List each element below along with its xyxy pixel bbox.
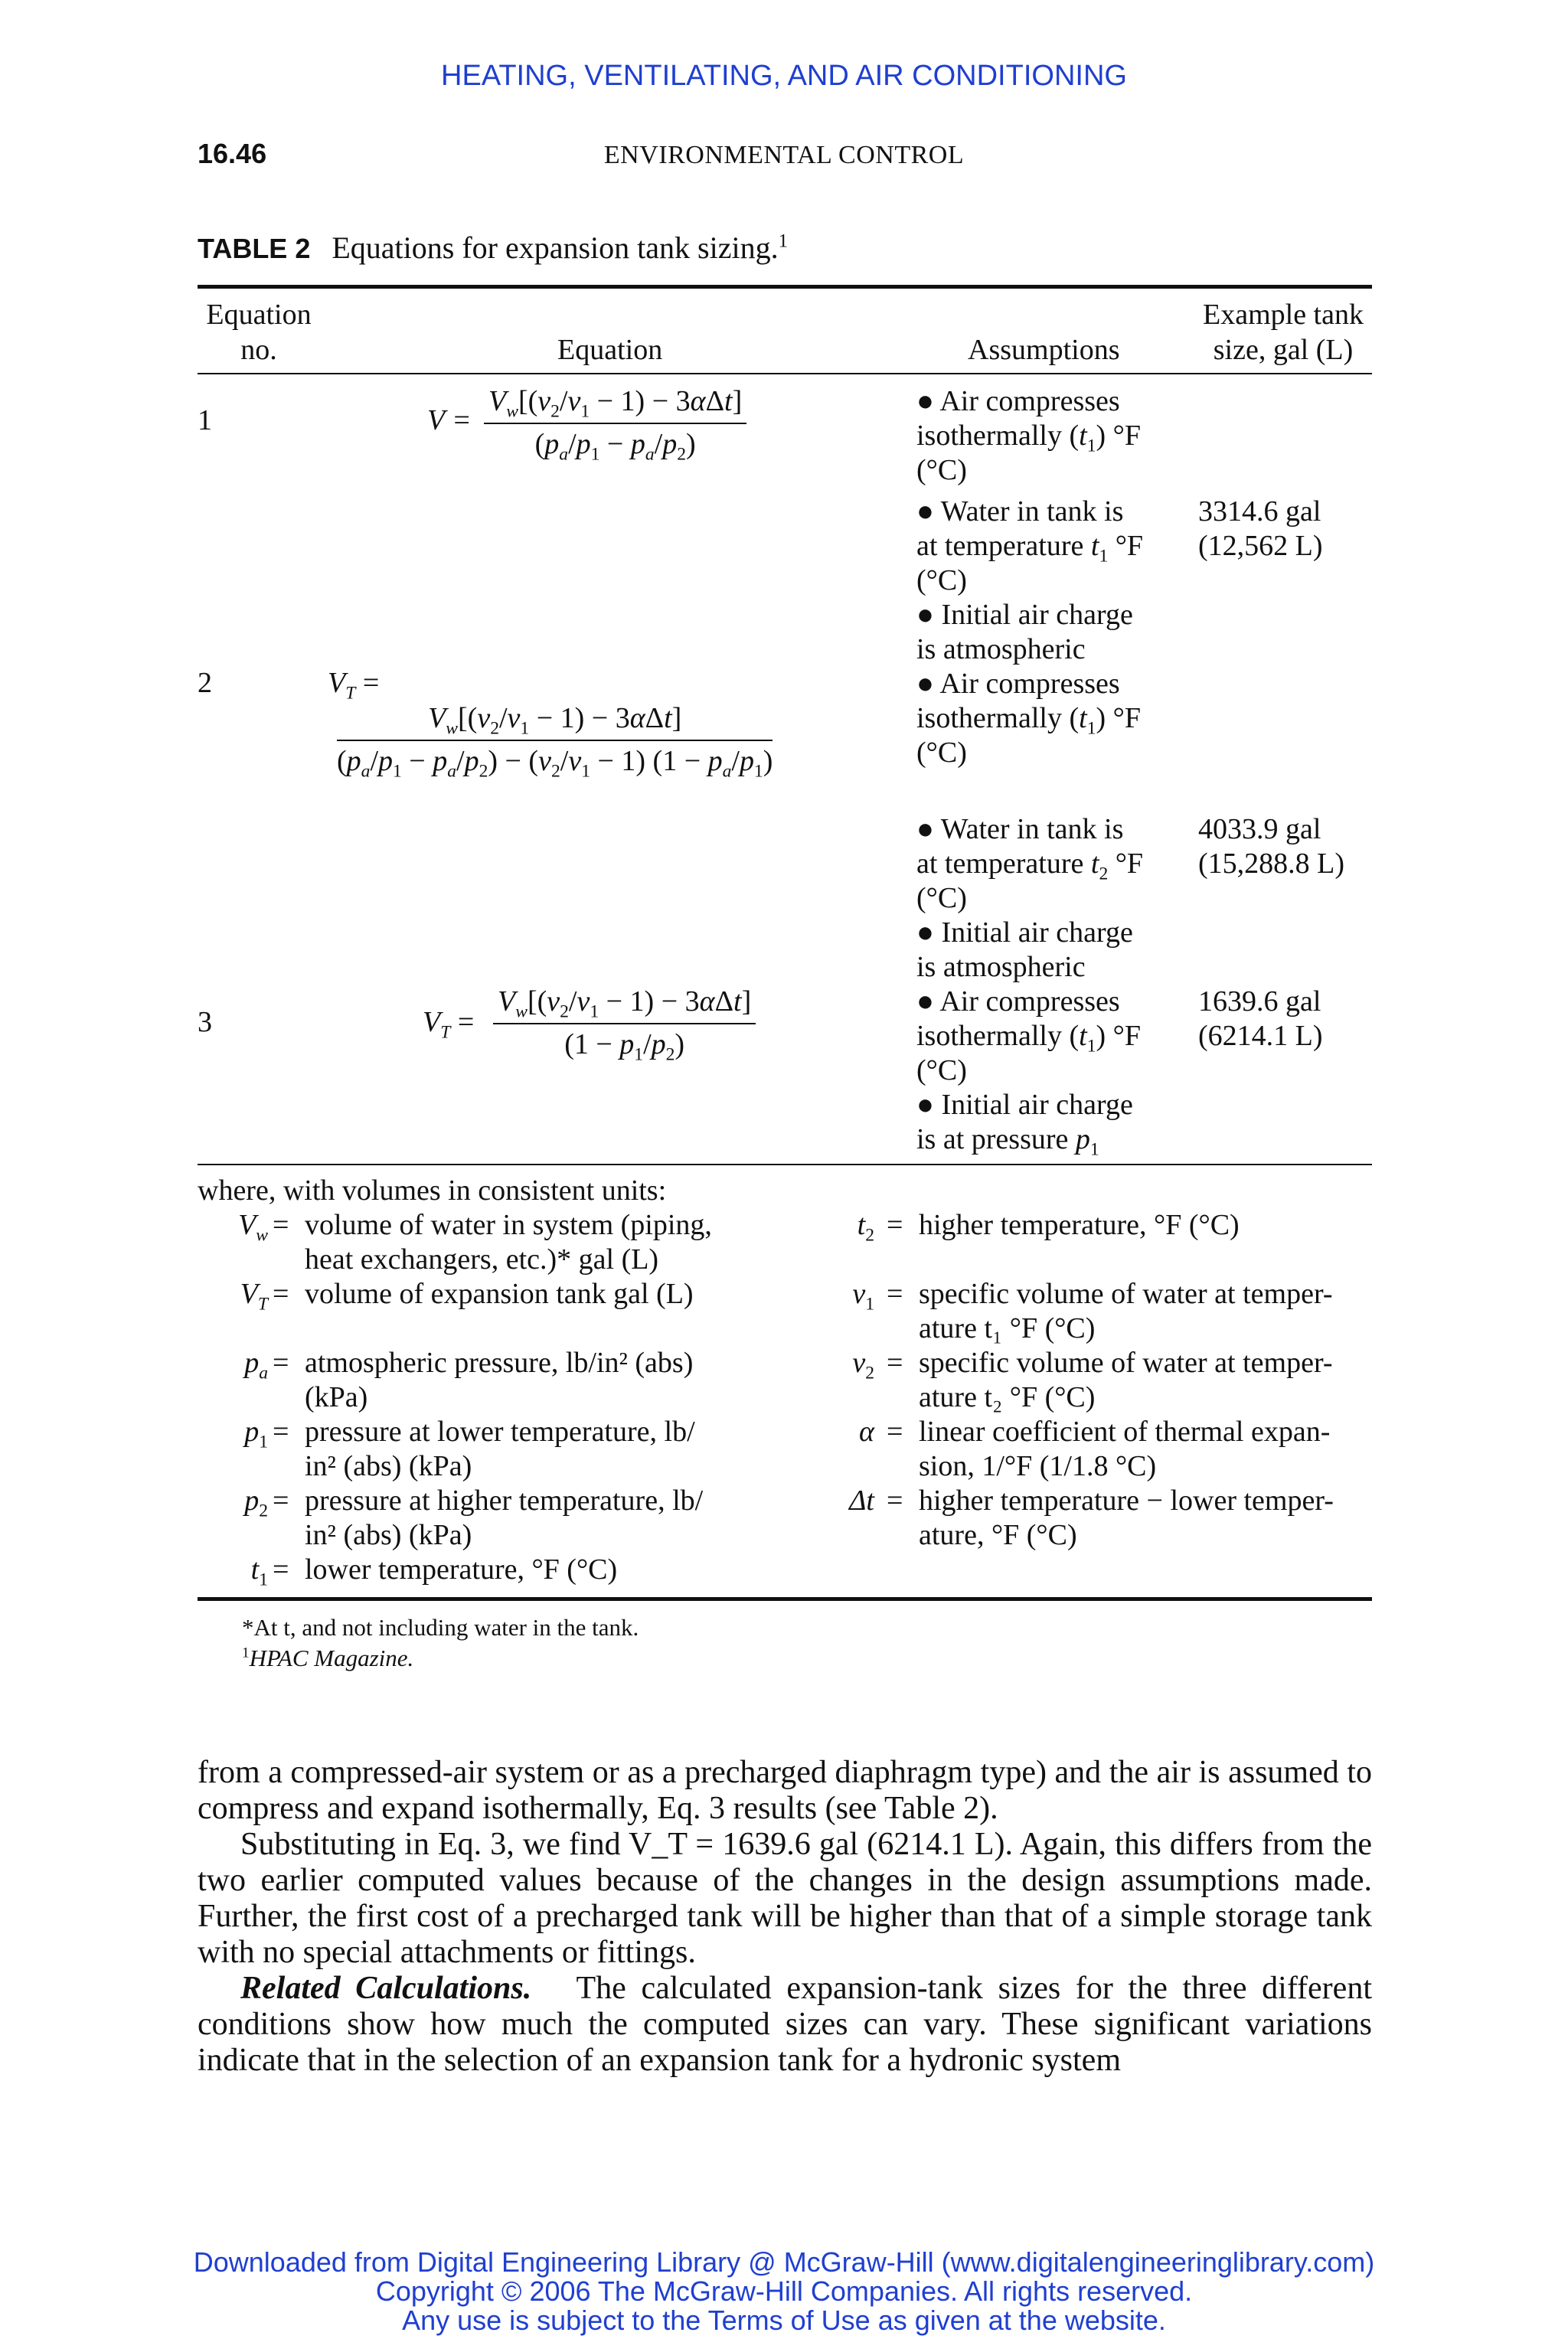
header-assumptions: Assumptions [968,334,1120,366]
row2-example-size [1198,812,1344,881]
row3-eq-no: 3 [198,1006,212,1038]
header-eq-no-line2: no. [240,334,277,366]
row2-eq-no: 2 [198,667,212,699]
def-vt-sym: V [240,1278,258,1310]
row2-size-gal: 4033.9 gal [1198,813,1321,845]
download-line-3: Any use is subject to the Terms of Use as given at the website. [402,2305,1166,2336]
def-v1-sub: 1 [865,1294,874,1315]
footnote-source [242,1643,413,1674]
page-number: 16.46 [198,138,267,169]
def-p2-text2: in² (abs) (kPa) [305,1519,472,1551]
table-top-rule [198,285,1372,289]
def-v2-text2: ature t₂ °F (°C) [919,1381,1096,1413]
def-t1-sym: t [250,1553,260,1586]
body-paragraph-2: Substituting in Eq. 3, we find V_T = 1639.6 gal (6214.1 L). Again, this differs from the two earlier computed values because of the changes in the design assumptions made. Further, the first cost of a precharged tank will be higher than that of a simple storage tank with no special attachments or fittings. [198,1827,1372,1970]
header-size-line1: Example tank [1203,299,1364,331]
row1-denominator: $(p_a/p_1 - p_a/p_2)$ [534,428,696,465]
def-p1-text: pressure at lower temperature, lb/ [305,1416,695,1448]
row2-lhs-sub: T [345,683,356,704]
row1-lhs: V = [427,404,472,436]
def-vw-text: volume of water in system (piping, [305,1209,712,1241]
def-alpha-text2: sion, 1/°F (1/1.8 °C) [919,1450,1157,1482]
row3-fraction [493,985,756,1065]
def-vt-text: volume of expansion tank gal (L) [305,1278,694,1310]
def-v2-sym: v [852,1347,866,1379]
row1-size-gal: 3314.6 gal [1198,495,1321,528]
def-t1-text: lower temperature, °F (°C) [305,1553,618,1586]
def-p2-sub: 2 [259,1501,268,1521]
row2-fraction [337,701,773,782]
assumption-2: ● Water in tank is at temperature $t_1$ °F (°C) [916,495,1144,596]
def-p2-text: pressure at higher temperature, lb/ [305,1485,704,1517]
table-caption [198,230,788,266]
def-p1-sym: p [244,1416,260,1448]
def-pa-sym: p [244,1347,260,1379]
running-head: ENVIRONMENTAL CONTROL [603,141,965,169]
row3-size-l: (6214.1 L) [1198,1020,1323,1052]
footnote-asterisk: *At t, and not including water in the tank. [242,1614,639,1641]
table-label: TABLE 2 [198,233,311,264]
def-p1-text2: in² (abs) (kPa) [305,1450,472,1482]
row3-example-size [1198,985,1323,1054]
table-bottom-rule [198,1597,1372,1601]
assumption-6: ● Initial air charge is atmospheric [916,916,1133,983]
definitions-right: $t_2$ = higher temperature, °F (°C) $v_1$ = specific volume of water at temper- ature t₁ °F (°C) $v_2$ = specific volume of water at temper- ature t₂ °F (°C) α = linear coefficient of thermal expan- sion, 1/°F (1/1.8 °C) Δt = higher temperature − lower temper- ature, °F (°C) [849,1209,1334,1551]
def-p1-sub: 1 [259,1432,268,1452]
row2-numerator: $V_w[(v_2/v_1 - 1) - 3\alpha\Delta t]$ [337,701,773,741]
def-t2-text: higher temperature, °F (°C) [919,1209,1240,1241]
def-p2-sym: p [244,1485,260,1517]
def-vt-sub: T [257,1294,268,1315]
header-size-line2: size, gal (L) [1213,334,1354,366]
caption-footnote-mark: 1 [778,230,788,252]
def-pa-text2: (kPa) [305,1381,368,1413]
def-dt-text: higher temperature − lower temper- [919,1485,1334,1517]
header-eq-no [198,297,320,368]
table-caption-text: Equations for expansion tank sizing. [332,230,779,265]
related-calculations-heading: Related Calculations. [240,1971,532,2006]
row2-size-l: (15,288.8 L) [1198,848,1345,880]
def-alpha-sym: α [859,1416,874,1448]
row3-lhs-sym: V [423,1006,441,1038]
download-line-1: Downloaded from Digital Engineering Library @ McGraw-Hill (www.digitalengineeringlibrary.com) [193,2246,1375,2278]
row1-fraction [484,384,746,465]
def-t2-sub: 2 [865,1225,874,1246]
def-v1-text2: ature t₁ °F (°C) [919,1312,1096,1344]
def-v1-text: specific volume of water at temper- [919,1278,1333,1310]
row1-numerator: $V_w[(v_2/v_1 - 1) - 3\alpha\Delta t]$ [484,384,746,424]
assumption-3: ● Initial air charge is atmospheric [916,599,1133,665]
def-t2-sym: t [857,1209,866,1241]
body-paragraph-1: from a compressed-air system or as a precharged diaphragm type) and the air is assumed to compress and expand isothermally, Eq. 3 results (see Table 2). [198,1755,1372,1826]
def-vw-sym: V [238,1209,256,1241]
def-t1-sub: 1 [259,1570,268,1590]
assumption-8: ● Initial air charge is at pressure $p_1$ [916,1089,1133,1160]
assumption-7: ● Air compresses isothermally $(t_1)$ °F (°C) [916,985,1141,1086]
row3-lhs: $V_T$ = [423,1006,475,1043]
header-equation: Equation [557,334,663,366]
header-eq-no-line1: Equation [206,299,312,331]
row2-denominator: $(p_a/p_1 - p_a/p_2) - (v_2/v_1 - 1) (1 - p_a/p_1)$ [337,745,773,782]
row3-numerator: $V_w[(v_2/v_1 - 1) - 3\alpha\Delta t]$ [493,985,756,1024]
row1-example-size [1198,495,1323,564]
def-v2-sub: 2 [865,1363,874,1383]
def-v2-text: specific volume of water at temper- [919,1347,1333,1379]
assumption-1: ● Air compresses isothermally $(t_1)$ °F (°C) [916,385,1141,486]
def-vw-sub: w [256,1225,268,1246]
table-body-rule [198,1164,1372,1165]
row3-lhs-sub: T [440,1022,451,1043]
row1-eq-no: 1 [198,404,212,436]
def-vw-text2: heat exchangers, etc.)* gal (L) [305,1243,659,1276]
body-paragraph-3 [198,1971,1372,2079]
header-example-size [1194,297,1372,368]
row3-denominator: $(1 - p_1/p_2)$ [564,1028,685,1065]
assumption-4: ● Air compresses isothermally $(t_1)$ °F (°C) [916,668,1141,769]
row3-size-gal: 1639.6 gal [1198,985,1321,1018]
definitions-left: $V_w$ = volume of water in system (piping, heat exchangers, etc.)* gal (L) $V_T$ = volume of expansion tank gal (L) $p_a$ = atmospheric pressure, lb/in² (abs) (kPa) $p_1$ = pressure at lower temperature, lb/ in² (abs) (kPa) $p_2$ = pressure at higher temperature, lb/ in² (abs) (kPa) $t_1$ = lower temperature, °F (°C) [238,1209,712,1590]
section-title: HEATING, VENTILATING, AND AIR CONDITIONING [441,60,1127,92]
row2-lhs-sym: V [328,667,346,699]
row1-size-l: (12,562 L) [1198,530,1323,562]
footnote-source-mark: 1 [242,1645,250,1661]
assumption-5: ● Water in tank is at temperature $t_2$ °F (°C) [916,813,1144,914]
def-pa-sub: a [259,1363,268,1383]
where-line: where, with volumes in consistent units: [198,1174,667,1207]
row2-lhs: $V_T$ = [328,667,380,704]
def-pa-text: atmospheric pressure, lb/in² (abs) [305,1347,694,1379]
download-line-2: Copyright © 2006 The McGraw-Hill Companies. All rights reserved. [375,2275,1193,2307]
table-header-rule [198,373,1372,374]
def-dt-text2: ature, °F (°C) [919,1519,1077,1551]
def-dt-sym: Δt [849,1485,874,1517]
def-v1-sym: v [852,1278,866,1310]
footnote-source-text: HPAC Magazine. [249,1645,414,1671]
def-alpha-text: linear coefficient of thermal expan- [919,1416,1331,1448]
body-paragraph-3-text: The calculated expansion-tank sizes for the three different conditions show how much the computed sizes can vary. These significant variations indicate that in the selection of an expansion tank for a hydronic system [198,1971,1372,2078]
